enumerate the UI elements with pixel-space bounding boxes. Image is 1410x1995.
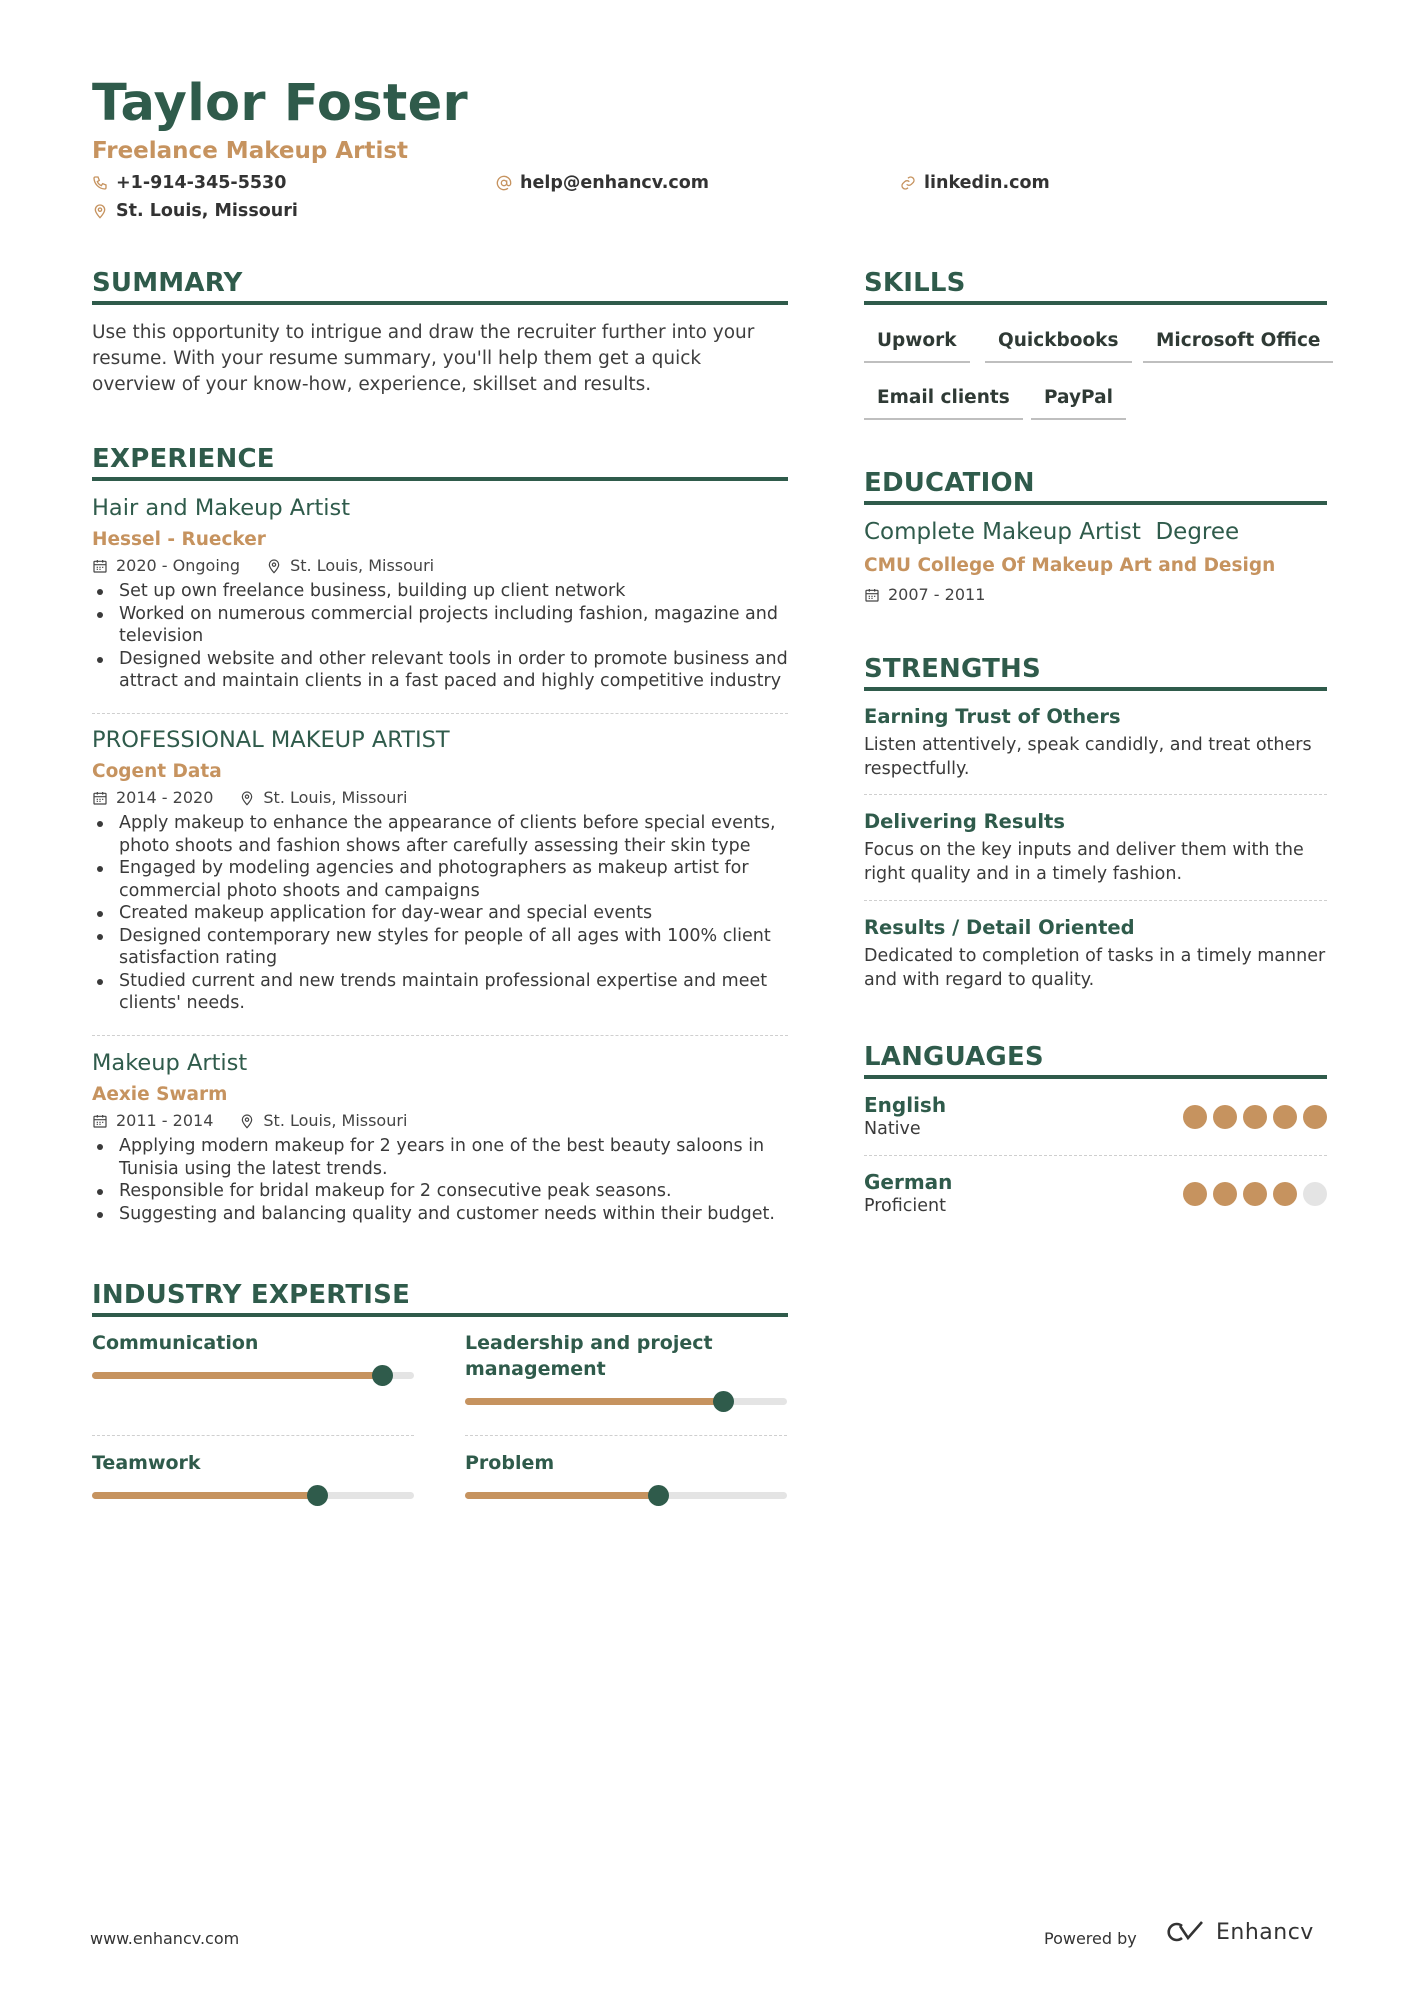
job-title: Hair and Makeup Artist — [92, 495, 351, 521]
job-location — [266, 556, 434, 575]
at-icon — [496, 175, 512, 191]
expertise-label: Communication — [92, 1332, 259, 1354]
strength-item — [864, 810, 1327, 886]
expertise-item — [92, 1330, 414, 1410]
rating-dot-filled — [1273, 1105, 1297, 1129]
rating-dot-filled — [1213, 1182, 1237, 1206]
strengths-heading: STRENGTHS — [864, 654, 1041, 684]
job-bullets — [92, 1135, 788, 1225]
strength-title: Delivering Results — [864, 810, 1065, 833]
job-entry — [92, 495, 788, 693]
expertise-label: Problem — [465, 1452, 555, 1474]
job-dates — [92, 788, 213, 807]
job-company: Aexie Swarm — [92, 1084, 228, 1105]
education-rule — [864, 501, 1327, 505]
job-dates — [92, 1111, 213, 1130]
job-meta — [92, 788, 788, 807]
enhancv-logo-icon — [1162, 1918, 1208, 1946]
job-bullet: Designed website and other relevant tools in order to promote business and attract and maintain clients in a fast paced and highly competitive industry — [92, 648, 788, 693]
job-bullet: Set up own freelance business, building up client network — [92, 580, 788, 603]
expertise-knob — [648, 1485, 669, 1506]
education-degree: Complete Makeup Artist Degree — [864, 519, 1240, 545]
education-school: CMU College Of Makeup Art and Design — [864, 555, 1276, 576]
skill-tag: Email clients — [864, 387, 1023, 420]
job-dates — [92, 556, 240, 575]
strength-title: Results / Detail Oriented — [864, 916, 1135, 939]
strength-item — [864, 916, 1327, 992]
job-bullet: Studied current and new trends maintain professional expertise and meet clients' needs. — [92, 970, 788, 1015]
calendar-icon — [92, 790, 108, 806]
experience-heading: EXPERIENCE — [92, 444, 275, 474]
expertise-fill — [92, 1372, 382, 1379]
expertise-fill — [465, 1398, 723, 1405]
calendar-icon — [92, 558, 108, 574]
expertise-label: Teamwork — [92, 1452, 201, 1474]
expertise-label: Leadership and project management — [465, 1332, 713, 1380]
contact-location — [92, 201, 298, 221]
education-dates — [864, 585, 985, 604]
rating-dot-filled — [1303, 1105, 1327, 1129]
expertise-slider — [465, 1398, 787, 1405]
expertise-slider — [465, 1492, 787, 1499]
job-bullet: Applying modern makeup for 2 years in one of the best beauty saloons in Tunisia using the latest trends. — [92, 1135, 788, 1180]
experience-rule — [92, 477, 788, 481]
job-dates-text: 2020 - Ongoing — [116, 556, 241, 575]
language-level: Native — [864, 1119, 921, 1139]
strengths-rule — [864, 687, 1327, 691]
job-bullet: Designed contemporary new styles for people of all ages with 100% client satisfaction rating — [92, 925, 788, 970]
location-text: St. Louis, Missouri — [116, 201, 298, 221]
job-bullets — [92, 580, 788, 693]
job-entry — [92, 727, 788, 1015]
divider — [864, 1155, 1327, 1156]
job-company: Hessel - Ruecker — [92, 529, 266, 550]
summary-heading: SUMMARY — [92, 268, 243, 298]
contact-email[interactable] — [496, 173, 709, 193]
language-name: English — [864, 1093, 947, 1117]
skills-rule — [864, 301, 1327, 305]
language-item — [864, 1170, 1327, 1216]
calendar-icon — [864, 587, 880, 603]
job-dates-text: 2014 - 2020 — [116, 788, 214, 807]
languages-heading: LANGUAGES — [864, 1042, 1044, 1072]
language-rating — [1183, 1105, 1327, 1129]
job-location-text: St. Louis, Missouri — [290, 556, 435, 575]
summary-rule — [92, 301, 788, 305]
divider — [92, 1035, 788, 1036]
divider — [92, 713, 788, 714]
job-meta — [92, 556, 788, 575]
expertise-item — [465, 1450, 787, 1510]
expertise-item — [465, 1330, 787, 1440]
job-location-text: St. Louis, Missouri — [263, 1111, 408, 1130]
job-location — [239, 1111, 407, 1130]
skill-tag: Microsoft Office — [1143, 330, 1333, 363]
rating-dot-empty — [1303, 1182, 1327, 1206]
rating-dot-filled — [1183, 1182, 1207, 1206]
summary-text: Use this opportunity to intrigue and draw the recruiter further into your resume. With your resume summary, you'll help them get a quick overview of your know-how, experience, skillset and results. — [92, 322, 755, 395]
rating-dot-filled — [1243, 1105, 1267, 1129]
expertise-rule — [92, 1313, 788, 1317]
language-item — [864, 1093, 1327, 1139]
expertise-fill — [465, 1492, 658, 1499]
footer-powered-by: Powered by — [1044, 1929, 1137, 1948]
divider — [465, 1435, 787, 1436]
expertise-knob — [713, 1391, 734, 1412]
job-meta — [92, 1111, 788, 1130]
expertise-item — [92, 1450, 414, 1510]
phone-icon — [92, 175, 108, 191]
job-bullet: Created makeup application for day-wear and special events — [92, 902, 788, 925]
contact-website[interactable] — [900, 173, 1050, 193]
skills-heading: SKILLS — [864, 268, 966, 298]
language-level: Proficient — [864, 1196, 946, 1216]
expertise-slider — [92, 1372, 414, 1379]
job-company: Cogent Data — [92, 761, 222, 782]
rating-dot-filled — [1273, 1182, 1297, 1206]
footer-brand: Enhancv — [1216, 1919, 1314, 1945]
job-bullet: Engaged by modeling agencies and photographers as makeup artist for commercial photo shoots and campaigns — [92, 857, 788, 902]
strength-desc: Focus on the key inputs and deliver them with the right quality and in a timely fashion. — [864, 840, 1304, 884]
strength-item — [864, 705, 1327, 781]
rating-dot-filled — [1243, 1182, 1267, 1206]
contact-phone[interactable] — [92, 173, 286, 193]
job-bullet: Worked on numerous commercial projects including fashion, magazine and television — [92, 603, 788, 648]
link-icon — [900, 175, 916, 191]
job-bullets — [92, 812, 788, 1015]
expertise-knob — [307, 1485, 328, 1506]
expertise-knob — [372, 1365, 393, 1386]
footer-url[interactable]: www.enhancv.com — [90, 1929, 240, 1948]
calendar-icon — [92, 1113, 108, 1129]
education-dates-text: 2007 - 2011 — [888, 585, 986, 604]
map-pin-icon — [266, 558, 282, 574]
strength-desc: Dedicated to completion of tasks in a timely manner and with regard to quality. — [864, 946, 1326, 990]
candidate-title: Freelance Makeup Artist — [92, 138, 409, 164]
skill-tag: Quickbooks — [985, 330, 1132, 363]
job-dates-text: 2011 - 2014 — [116, 1111, 214, 1130]
divider — [864, 794, 1327, 795]
job-bullet: Apply makeup to enhance the appearance of clients before special events, photo shoots and fashion shows after carefully assessing their skin type — [92, 812, 788, 857]
footer-logo[interactable] — [1162, 1918, 1314, 1946]
job-location — [239, 788, 407, 807]
expertise-heading: INDUSTRY EXPERTISE — [92, 1280, 411, 1310]
email-text: help@enhancv.com — [520, 173, 710, 193]
divider — [864, 900, 1327, 901]
rating-dot-filled — [1213, 1105, 1237, 1129]
map-pin-icon — [239, 1113, 255, 1129]
job-bullet: Responsible for bridal makeup for 2 consecutive peak seasons. — [92, 1180, 788, 1203]
languages-rule — [864, 1075, 1327, 1079]
language-rating — [1183, 1182, 1327, 1206]
website-text: linkedin.com — [924, 173, 1050, 193]
skill-tag: PayPal — [1031, 387, 1126, 420]
job-title: PROFESSIONAL MAKEUP ARTIST — [92, 727, 450, 753]
job-title: Makeup Artist — [92, 1050, 248, 1076]
skill-tag: Upwork — [864, 330, 970, 363]
job-bullet: Suggesting and balancing quality and customer needs within their budget. — [92, 1203, 788, 1226]
strength-desc: Listen attentively, speak candidly, and treat others respectfully. — [864, 735, 1312, 779]
map-pin-icon — [92, 203, 108, 219]
strength-title: Earning Trust of Others — [864, 705, 1121, 728]
job-location-text: St. Louis, Missouri — [263, 788, 408, 807]
phone-text: +1-914-345-5530 — [116, 173, 287, 193]
job-entry — [92, 1050, 788, 1225]
divider — [92, 1435, 414, 1436]
map-pin-icon — [239, 790, 255, 806]
candidate-name: Taylor Foster — [92, 74, 468, 133]
language-name: German — [864, 1170, 953, 1194]
expertise-fill — [92, 1492, 317, 1499]
rating-dot-filled — [1183, 1105, 1207, 1129]
education-heading: EDUCATION — [864, 468, 1035, 498]
expertise-slider — [92, 1492, 414, 1499]
